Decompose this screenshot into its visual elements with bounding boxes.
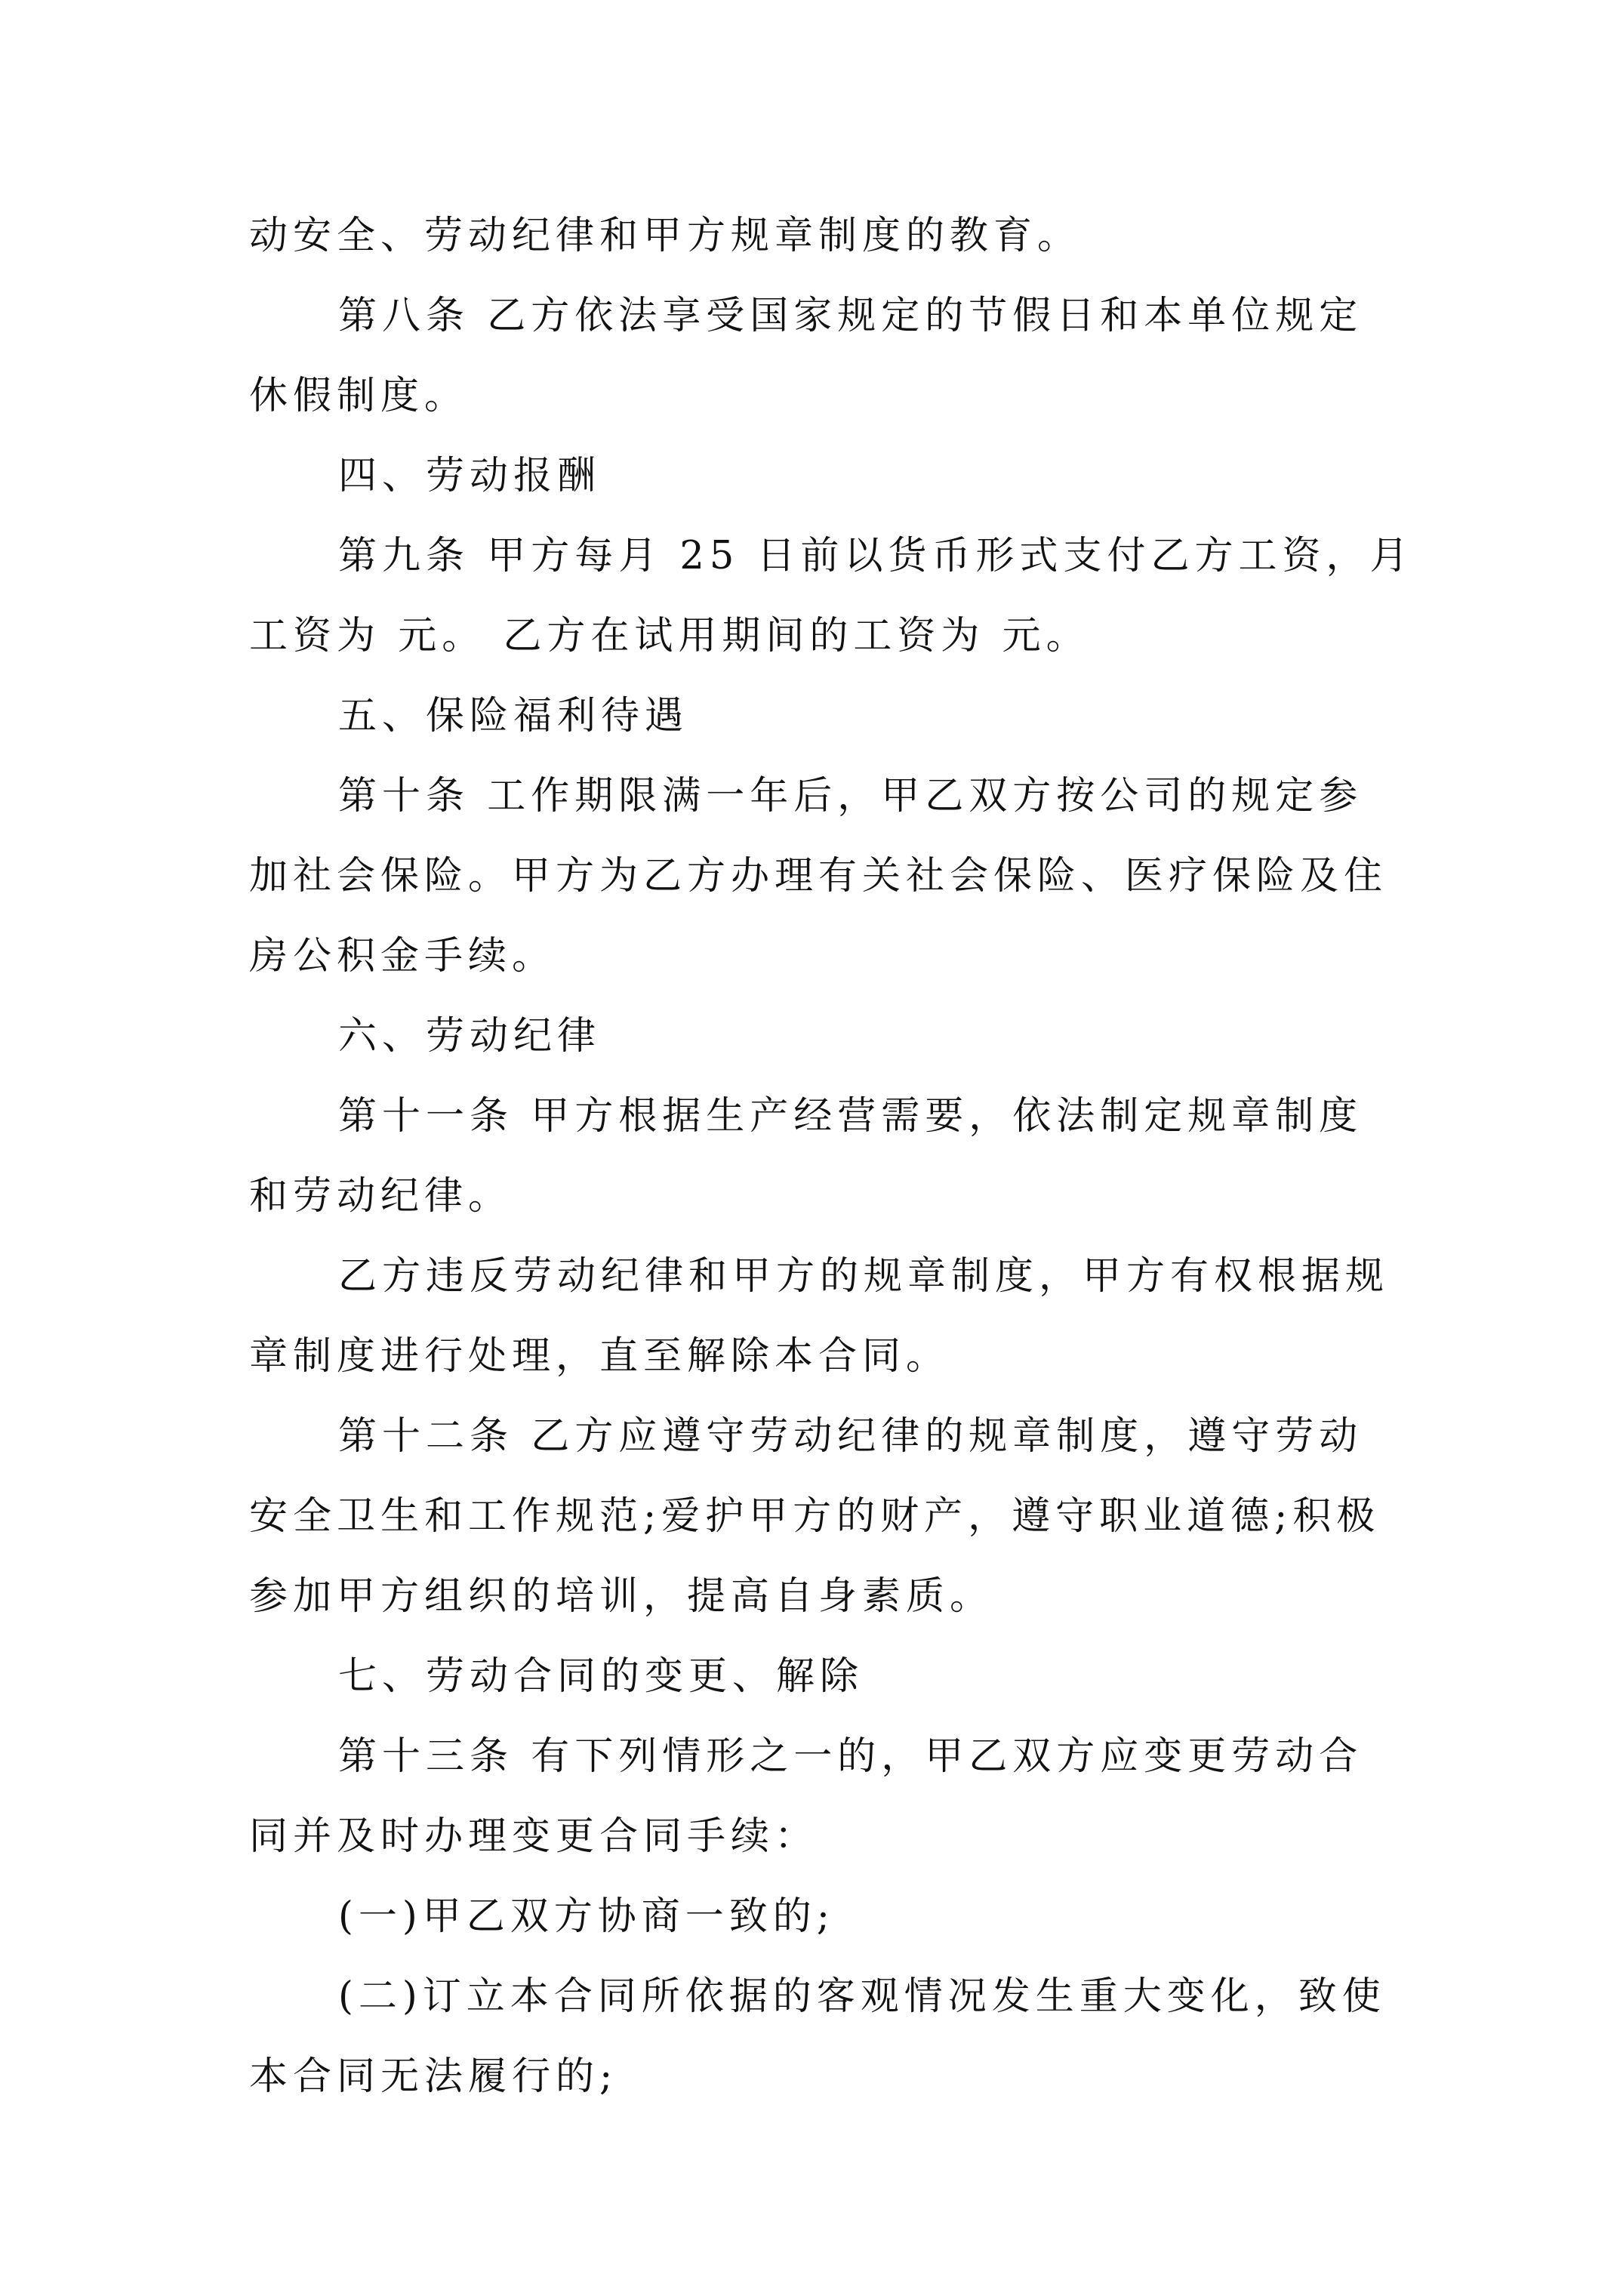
article-13-item-2-line-1: (二)订立本合同所依据的客观情况发生重大变化，致使 — [338, 1974, 1386, 2019]
text-line-continuation-education: 动安全、劳动纪律和甲方规章制度的教育。 — [249, 214, 1082, 258]
article-10-line-3: 房公积金手续。 — [249, 934, 556, 978]
article-11-line-1: 第十一条 甲方根据生产经营需要，依法制定规章制度 — [338, 1094, 1363, 1139]
article-10-line-1: 第十条 工作期限满一年后，甲乙双方按公司的规定参 — [338, 774, 1363, 818]
section-6-heading: 六、劳动纪律 — [338, 1014, 602, 1059]
article-11-paragraph-2-line-1: 乙方违反劳动纪律和甲方的规章制度，甲方有权根据规 — [338, 1254, 1390, 1299]
article-13-line-1: 第十三条 有下列情形之一的，甲乙双方应变更劳动合 — [338, 1734, 1363, 1779]
article-11-line-2: 和劳动纪律。 — [249, 1174, 513, 1219]
article-8-line-1: 第八条 乙方依法享受国家规定的节假日和本单位规定 — [338, 294, 1363, 338]
article-13-item-2-line-2: 本合同无法履行的; — [249, 2054, 618, 2099]
article-12-line-3: 参加甲方组织的培训，提高自身素质。 — [249, 1574, 994, 1619]
article-11-paragraph-2-line-2: 章制度进行处理，直至解除本合同。 — [249, 1334, 950, 1379]
section-5-heading: 五、保险福利待遇 — [338, 694, 689, 738]
article-10-line-2: 加社会保险。甲方为乙方办理有关社会保险、医疗保险及住 — [249, 854, 1388, 898]
section-4-heading: 四、劳动报酬 — [338, 454, 602, 498]
section-7-heading: 七、劳动合同的变更、解除 — [338, 1654, 864, 1699]
contract-body — [249, 196, 1414, 2117]
article-9-line-1: 第九条 甲方每月 25 日前以货币形式支付乙方工资，月 — [338, 534, 1414, 578]
article-12-line-2: 安全卫生和工作规范;爱护甲方的财产，遵守职业道德;积极 — [249, 1494, 1381, 1539]
article-9-line-2: 工资为 元。 乙方在试用期间的工资为 元。 — [249, 614, 1090, 658]
article-12-line-1: 第十二条 乙方应遵守劳动纪律的规章制度，遵守劳动 — [338, 1414, 1363, 1459]
article-8-line-2: 休假制度。 — [249, 374, 469, 418]
article-13-line-2: 同并及时办理变更合同手续： — [249, 1814, 819, 1859]
article-13-item-1: (一)甲乙双方协商一致的; — [338, 1894, 835, 1939]
